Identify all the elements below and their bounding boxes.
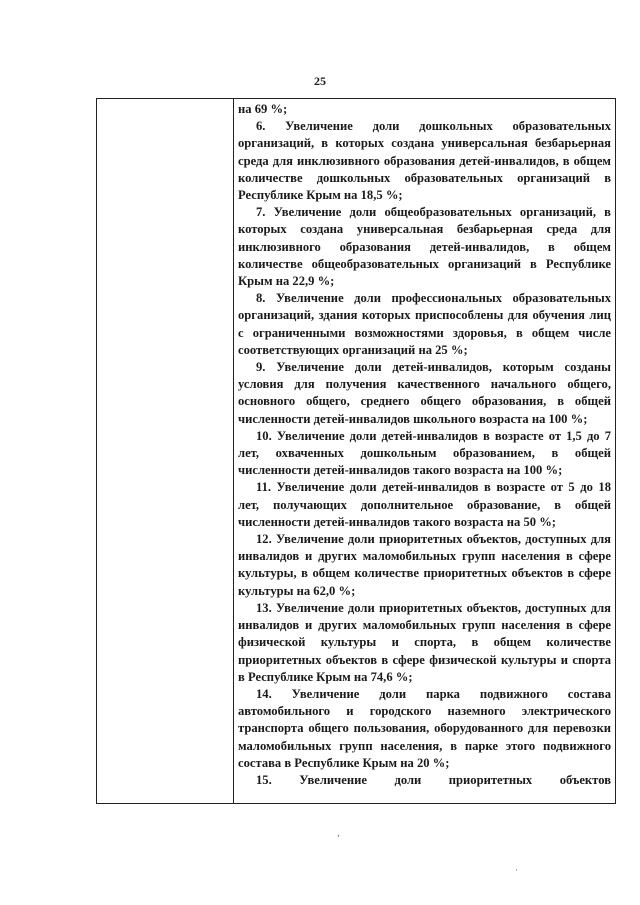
scan-speck: ,: [337, 829, 340, 839]
table-right-column: [234, 99, 615, 803]
list-item-7: 7. Увеличение доли общеобразовательных организаций, в которых создана универсальная безбарьерная среда для инклюзивного образования детей-инвалидов, в общем количестве общеобразовательных организаций в Республике Крым на 22,9 %;: [238, 205, 611, 289]
list-item-14: 14. Увеличение доли парка подвижного состава автомобильного и городского наземного электрического транспорта общего пользования, оборудованного для перевозки маломобильных групп населения, в парке этого подвижного состава в Республике Крым на 20 %;: [238, 686, 611, 770]
list-item-13: 13. Увеличение доли приоритетных объектов, доступных для инвалидов и других маломобильных групп населения в сфере физической культуры и спорта, в общем количестве приоритетных объектов в сфере физической культуры и спорта в Республике Крым на 74,6 %;: [238, 600, 611, 684]
scan-speck: ·: [515, 866, 518, 876]
list-item-12: 12. Увеличение доли приоритетных объектов, доступных для инвалидов и других маломобильных групп населения в сфере культуры, в общем количестве приоритетных объектов в сфере культуры на 62,0 %;: [238, 532, 611, 598]
list-item-11: 11. Увеличение доли детей-инвалидов в возрасте от 5 до 18 лет, получающих дополнительное образование, в общей численности детей-инвалидов такого возраста на 50 %;: [238, 480, 611, 529]
document-table: [96, 98, 616, 804]
page-number: 25: [314, 74, 326, 88]
list-item-continuation: на 69 %;: [238, 102, 288, 116]
list-item-15: 15. Увеличение доли приоритетных объектов: [256, 772, 611, 787]
list-item-9: 9. Увеличение доли детей-инвалидов, которым созданы условия для получения качественного начального общего, основного общего, среднего общего образования, в общей численности детей-инвалидов школьного возраста на 100 %;: [238, 360, 611, 426]
list-item-10: 10. Увеличение доли детей-инвалидов в возрасте от 1,5 до 7 лет, охваченных дошкольным образованием, в общей численности детей-инвалидов такого возраста на 100 %;: [238, 428, 611, 478]
table-left-column: [97, 99, 234, 803]
list-item-6: 6. Увеличение доли дошкольных образовательных организаций, в которых создана универсальная безбарьерная среда для инклюзивного образования детей-инвалидов, в общем количестве дошкольных образовательных организаций в Республике Крым на 18,5 %;: [238, 119, 611, 203]
list-item-8: 8. Увеличение доли профессиональных образовательных организаций, здания которых приспособлены для обучения лиц с ограниченными возможностями здоровья, в общем числе соответствующих организаций на 25 %;: [238, 291, 611, 357]
